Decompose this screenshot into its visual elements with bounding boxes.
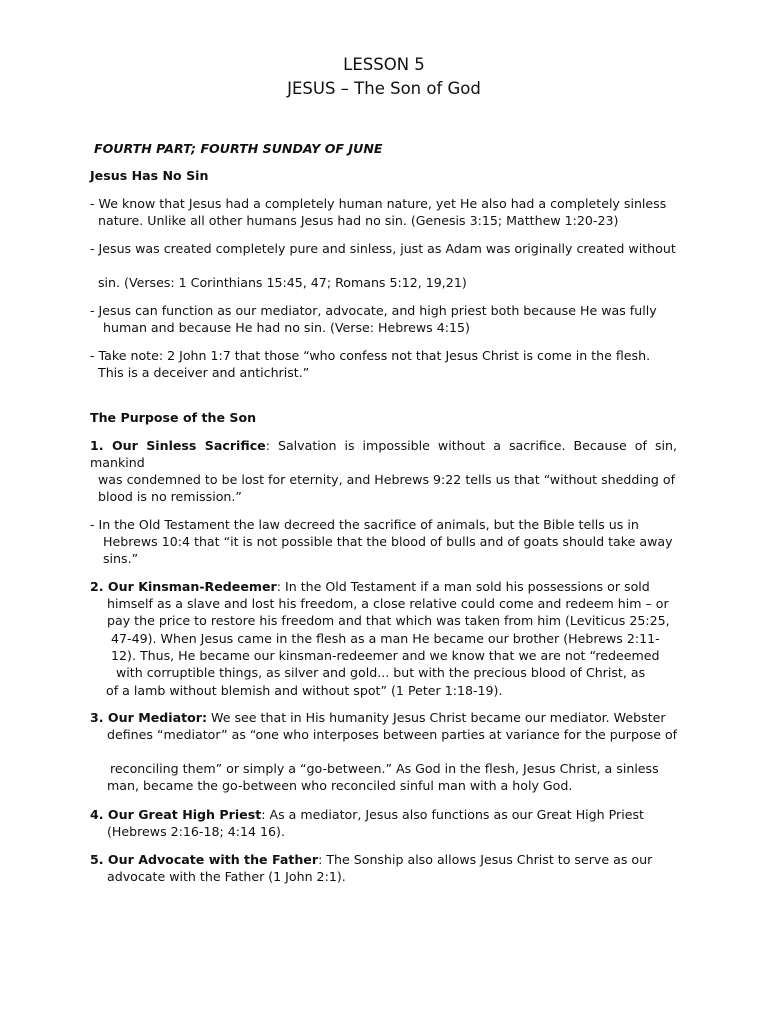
purpose-item1b-line1: - In the Old Testament the law decreed the sacrifice of animals, but the Bible tells us in bbox=[90, 517, 639, 532]
lesson-title: JESUS – The Son of God bbox=[287, 79, 481, 98]
no-sin-p3-line1: - Jesus can function as our mediator, advocate, and high priest both because He was fully bbox=[90, 303, 657, 318]
lesson-number: LESSON 5 bbox=[343, 55, 425, 74]
purpose-item3-line3: reconciling them” or simply a “go-between.” As God in the flesh, Jesus Christ, a sinless bbox=[110, 761, 659, 776]
purpose-item1b-line3: sins.” bbox=[103, 551, 139, 566]
purpose-item3-line2: defines “mediator” as “one who interposes between parties at variance for the purpose of bbox=[107, 727, 678, 742]
item2-label: 2. Our Kinsman-Redeemer bbox=[90, 579, 277, 594]
purpose-item1-line4: blood is no remission.” bbox=[98, 489, 242, 504]
purpose-item3-line4: man, became the go-between who reconciled sinful man with a holy God. bbox=[107, 778, 573, 793]
purpose-item2-line3: pay the price to restore his freedom and that which was taken from him (Leviticus 25:25, bbox=[107, 613, 670, 628]
purpose-item2-line1 bbox=[90, 578, 650, 595]
purpose-item4-line1 bbox=[90, 806, 644, 823]
purpose-item2-line4: 47-49). When Jesus came in the flesh as a man He became our brother (Hebrews 2:11- bbox=[111, 631, 660, 646]
purpose-item4-line2: (Hebrews 2:16-18; 4:14 16). bbox=[107, 824, 285, 839]
item3-label: 3. Our Mediator: bbox=[90, 710, 208, 725]
heading-purpose: The Purpose of the Son bbox=[90, 410, 257, 425]
purpose-item5-line2: advocate with the Father (1 John 2:1). bbox=[107, 869, 346, 884]
no-sin-p4-line2: This is a deceiver and antichrist.” bbox=[98, 365, 310, 380]
item5-label: 5. Our Advocate with the Father bbox=[90, 852, 319, 867]
no-sin-p1-line2: nature. Unlike all other humans Jesus had no sin. (Genesis 3:15; Matthew 1:20-23) bbox=[98, 213, 619, 228]
no-sin-p2-line1: - Jesus was created completely pure and sinless, just as Adam was originally created without bbox=[90, 241, 676, 256]
item4-label: 4. Our Great High Priest bbox=[90, 807, 262, 822]
section-label: FOURTH PART; FOURTH SUNDAY OF JUNE bbox=[94, 141, 383, 156]
no-sin-p1-line1: - We know that Jesus had a completely human nature, yet He also had a completely sinless bbox=[90, 196, 667, 211]
purpose-item1-line2: mankind bbox=[90, 455, 145, 470]
item2-text: : In the Old Testament if a man sold his possessions or sold bbox=[276, 579, 650, 594]
purpose-item2-line2: himself as a slave and lost his freedom, a close relative could come and redeem him – or bbox=[107, 596, 669, 611]
purpose-item3-line1 bbox=[90, 709, 666, 726]
no-sin-p3-line2: human and because He had no sin. (Verse: Hebrews 4:15) bbox=[103, 320, 470, 335]
purpose-item5-line1 bbox=[90, 851, 652, 868]
no-sin-p4-line1: - Take note: 2 John 1:7 that those “who confess not that Jesus Christ is come in the flesh. bbox=[90, 348, 651, 363]
heading-no-sin: Jesus Has No Sin bbox=[90, 168, 209, 183]
no-sin-p2-line2: sin. (Verses: 1 Corinthians 15:45, 47; Romans 5:12, 19,21) bbox=[98, 275, 467, 290]
purpose-item2-line7: of a lamb without blemish and without spot” (1 Peter 1:18-19). bbox=[106, 683, 503, 698]
item1-text: : Salvation is impossible without a sacrifice. Because of sin, bbox=[265, 438, 677, 453]
purpose-item1b-line2: Hebrews 10:4 that “it is not possible that the blood of bulls and of goats should take away bbox=[103, 534, 673, 549]
item1-label: 1. Our Sinless Sacrifice bbox=[90, 438, 266, 453]
purpose-item1-line1 bbox=[90, 437, 677, 454]
purpose-item2-line5: 12). Thus, He became our kinsman-redeemer and we know that we are not “redeemed bbox=[111, 648, 660, 663]
item4-text: : As a mediator, Jesus also functions as our Great High Priest bbox=[261, 807, 644, 822]
item5-text: : The Sonship also allows Jesus Christ to serve as our bbox=[318, 852, 653, 867]
item3-text: We see that in His humanity Jesus Christ became our mediator. Webster bbox=[207, 710, 666, 725]
purpose-item1-line3: was condemned to be lost for eternity, and Hebrews 9:22 tells us that “without shedding of bbox=[98, 472, 676, 487]
purpose-item2-line6: with corruptible things, as silver and gold... but with the precious blood of Christ, as bbox=[116, 665, 646, 680]
